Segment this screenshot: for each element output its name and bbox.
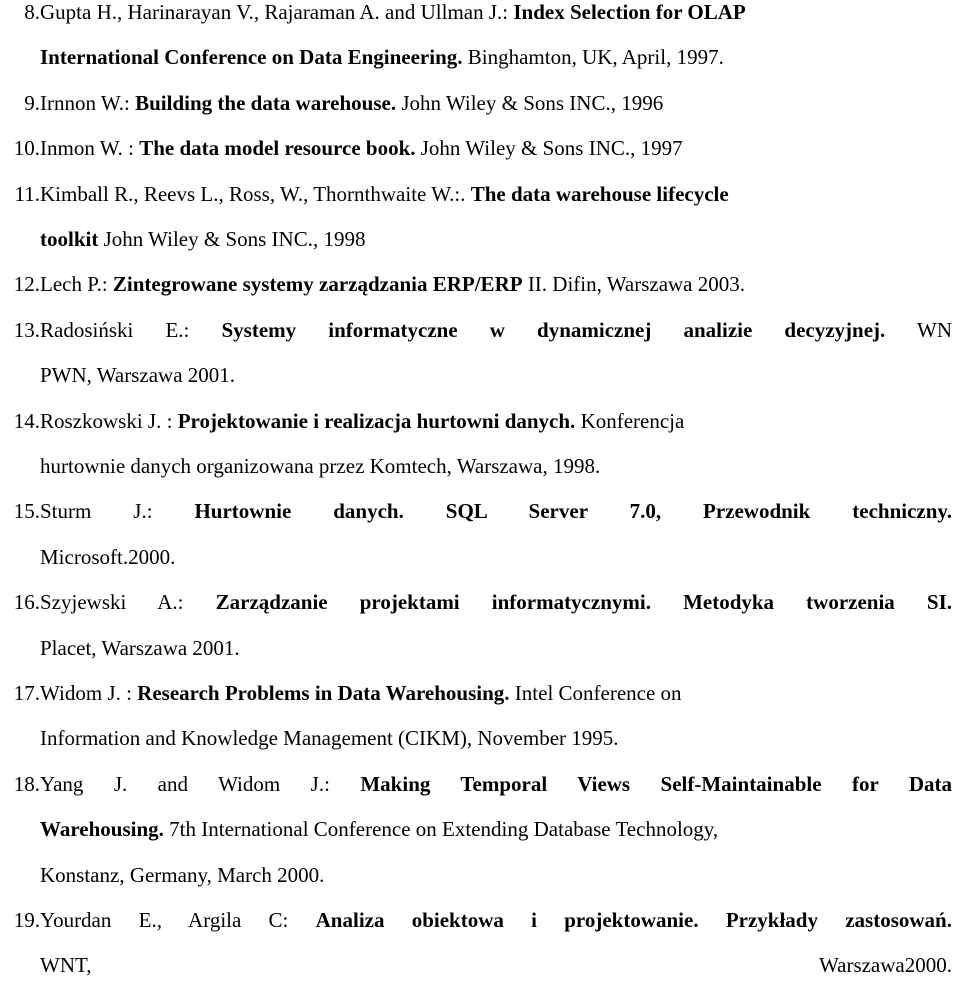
reference-number: 11. xyxy=(14,181,40,206)
reference-line xyxy=(40,590,952,615)
reference-text: Placet, Warszawa 2001. xyxy=(40,635,240,660)
reference-line xyxy=(40,499,952,524)
reference-text: Intel Conference on xyxy=(509,681,682,705)
reference-text: Konstanz, Germany, March 2000. xyxy=(40,862,325,887)
reference-text: John Wiley & Sons INC., 1998 xyxy=(98,227,366,251)
reference-title: Systemy informatyczne w dynamicznej analizie decyzyjnej. xyxy=(221,317,886,342)
reference-number: 10. xyxy=(13,136,40,161)
reference-text: Widom J. : xyxy=(40,681,138,705)
reference-text: Szyjewski A.: xyxy=(40,590,216,615)
reference-line xyxy=(40,953,952,978)
reference-text: WNT, Warszawa2000. xyxy=(40,953,952,978)
reference-text: 7th International Conference on Extending Database Technology, xyxy=(163,817,719,842)
reference-line xyxy=(40,817,718,842)
reference-line xyxy=(40,272,745,297)
reference-text: Irnnon W.: xyxy=(40,90,136,115)
reference-line xyxy=(40,454,600,479)
reference-line xyxy=(40,545,175,570)
reference-line xyxy=(40,681,682,706)
reference-text: Sturm J.: xyxy=(40,499,195,524)
reference-text: PWN, Warszawa 2001. xyxy=(40,363,236,388)
reference-title: The data model resource book. xyxy=(139,136,416,161)
reference-text: Konferencja xyxy=(575,408,685,433)
reference-title: toolkit xyxy=(40,227,99,251)
reference-text: II. Difin, Warszawa 2003. xyxy=(522,272,746,297)
reference-title: Building the data warehouse. xyxy=(135,90,397,115)
reference-number: 15. xyxy=(13,499,40,524)
reference-line xyxy=(40,136,683,161)
reference-text: Kimball R., Reevs L., Ross, W., Thornthwaite W.:. xyxy=(40,181,471,206)
reference-number: 12. xyxy=(13,272,40,297)
reference-text: Radosiński E.: xyxy=(40,317,222,342)
reference-title: International Conference on Data Engineering. xyxy=(40,45,463,70)
reference-number: 13. xyxy=(13,317,40,342)
reference-text: Inmon W. : xyxy=(40,136,140,161)
reference-line xyxy=(40,726,619,751)
reference-text: Lech P.: xyxy=(40,272,113,297)
reference-text: Binghamton, UK, April, 1997. xyxy=(462,45,724,70)
reference-text: John Wiley & Sons INC., 1996 xyxy=(396,90,664,115)
reference-text: hurtownie danych organizowana przez Komtech, Warszawa, 1998. xyxy=(40,454,601,478)
reference-text: Yang J. and Widom J.: xyxy=(40,771,361,796)
reference-number: 18. xyxy=(13,771,40,796)
reference-number: 9. xyxy=(24,90,40,115)
reference-line xyxy=(40,318,952,343)
reference-text: WN xyxy=(885,317,952,342)
reference-number: 14. xyxy=(13,408,40,433)
reference-line xyxy=(40,91,663,116)
reference-line xyxy=(40,772,952,797)
reference-text: John Wiley & Sons INC., 1997 xyxy=(415,136,683,161)
reference-title: The data warehouse lifecycle xyxy=(470,181,729,206)
reference-text: Microsoft.2000. xyxy=(40,544,176,569)
reference-line xyxy=(40,863,324,888)
reference-title: Warehousing. xyxy=(40,817,164,842)
reference-line xyxy=(40,227,365,252)
reference-text: Roszkowski J. : xyxy=(40,408,178,433)
reference-line xyxy=(40,182,729,207)
reference-title: Hurtownie danych. SQL Server 7.0, Przewodnik techniczny. xyxy=(194,499,952,524)
reference-text: Information and Knowledge Management (CIKM), November 1995. xyxy=(40,726,619,751)
reference-number: 17. xyxy=(13,681,40,705)
reference-line xyxy=(40,908,952,933)
reference-line xyxy=(40,636,240,661)
reference-line xyxy=(40,0,746,25)
reference-line xyxy=(40,45,724,70)
reference-line xyxy=(40,363,235,388)
reference-number: 16. xyxy=(13,590,40,615)
reference-title: Making Temporal Views Self-Maintainable for Data xyxy=(360,771,953,796)
reference-line xyxy=(40,409,684,434)
reference-text: Yourdan E., Argila C: xyxy=(40,908,316,932)
reference-title: Analiza obiektowa i projektowanie. Przykłady zastosowań. xyxy=(315,908,952,932)
reference-number: 8. xyxy=(24,0,40,24)
reference-title: Index Selection for OLAP xyxy=(513,0,746,24)
reference-title: Projektowanie i realizacja hurtowni danych. xyxy=(177,408,576,433)
reference-title: Zintegrowane systemy zarządzania ERP/ERP xyxy=(112,272,523,297)
reference-title: Research Problems in Data Warehousing. xyxy=(137,681,510,705)
reference-title: Zarządzanie projektami informatycznymi. Metodyka tworzenia SI. xyxy=(215,590,952,615)
reference-text: Gupta H., Harinarayan V., Rajaraman A. and Ullman J.: xyxy=(40,0,514,24)
reference-number: 19. xyxy=(13,908,40,932)
